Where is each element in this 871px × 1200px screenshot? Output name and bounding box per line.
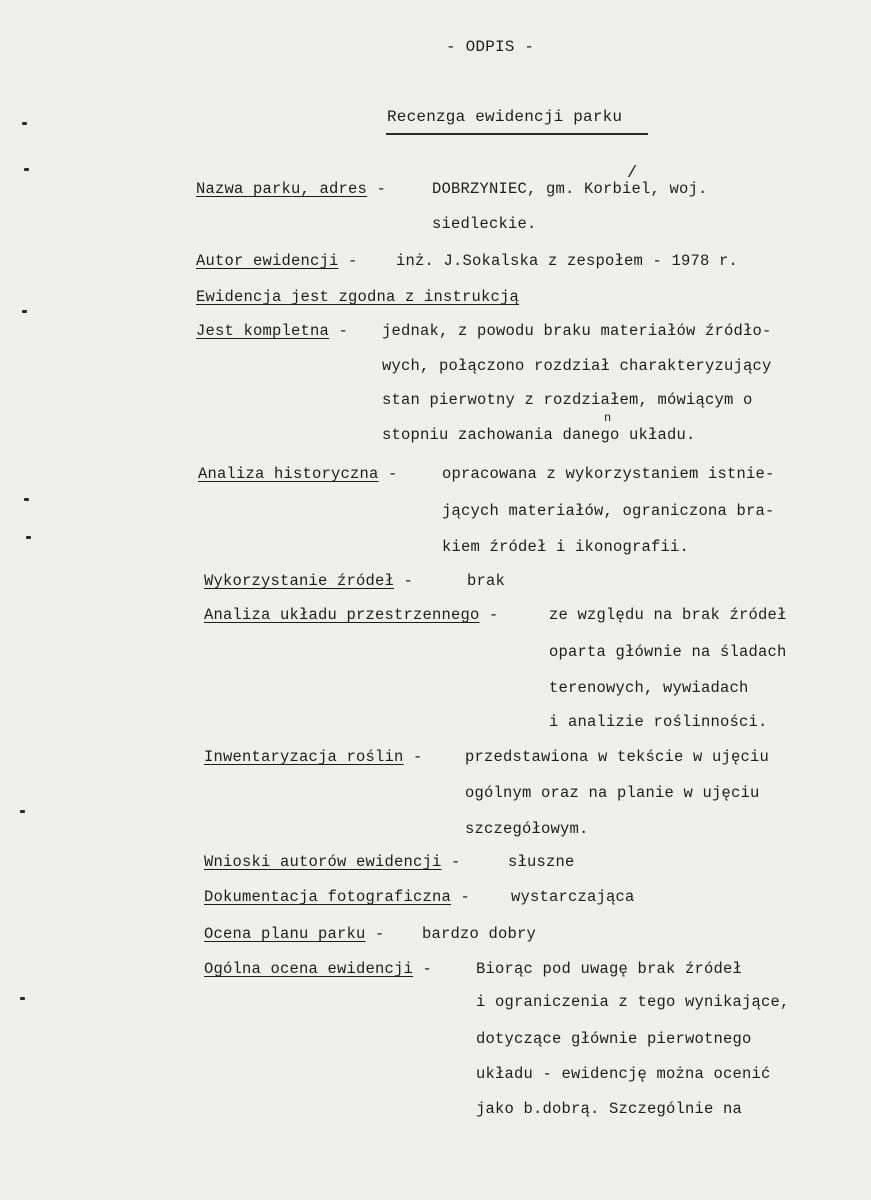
entry-line: bardzo dobry <box>422 925 537 943</box>
entry-label: Ogólna ocena ewidencji <box>204 960 414 978</box>
entry-line: kiem źródeł i ikonografii. <box>442 538 690 556</box>
margin-mark <box>24 498 29 501</box>
entry-line: i analizie roślinności. <box>549 713 768 731</box>
entry-line: jako b.dobrą. Szczególnie na <box>476 1100 743 1118</box>
entry-kompletnosc: Jest kompletna - <box>196 322 349 340</box>
entry-line: układu - ewidencję można ocenić <box>476 1065 771 1083</box>
entry-line: stan pierwotny z rozdziałem, mówiącym o <box>382 391 753 409</box>
entry-line: i ograniczenia z tego wynikające, <box>476 993 790 1011</box>
entry-zrodla: Wykorzystanie źródeł - <box>204 572 414 590</box>
entry-label: Wnioski autorów ewidencji <box>204 853 442 871</box>
entry-ogolna-ocena: Ogólna ocena ewidencji - <box>204 960 433 978</box>
margin-mark <box>20 810 25 813</box>
margin-mark <box>24 168 29 171</box>
entry-wnioski: Wnioski autorów ewidencji - <box>204 853 461 871</box>
entry-ocena-planu: Ocena planu parku - <box>204 925 385 943</box>
entry-autor: Autor ewidencji - <box>196 252 358 270</box>
margin-mark <box>20 997 25 1000</box>
entry-line: jących materiałów, ograniczona bra- <box>442 502 775 520</box>
entry-line: opracowana z wykorzystaniem istnie- <box>442 465 775 483</box>
insert-mark: n <box>604 411 612 425</box>
page-header: - ODPIS - <box>446 38 535 56</box>
entry-nazwa-parku: Nazwa parku, adres - <box>196 180 387 198</box>
entry-line: stopniu zachowania danego układu. <box>382 426 696 444</box>
entry-line: szczegółowym. <box>465 820 589 838</box>
entry-label: Analiza historyczna <box>198 465 379 483</box>
entry-label: Wykorzystanie źródeł <box>204 572 395 590</box>
entry-line: DOBRZYNIEC, gm. Korbiel, woj. <box>432 180 708 198</box>
title-underline <box>386 133 648 135</box>
entry-label: Ocena planu parku <box>204 925 366 943</box>
entry-line: dotyczące głównie pierwotnego <box>476 1030 752 1048</box>
entry-uklad-przestrzenny: Analiza układu przestrzennego - <box>204 606 499 624</box>
entry-line: ze względu na brak źródeł <box>549 606 787 624</box>
entry-line: słuszne <box>508 853 575 871</box>
entry-label: Nazwa parku, adres <box>196 180 368 198</box>
entry-line: inż. J.Sokalska z zespołem - 1978 r. <box>396 252 739 270</box>
entry-line: wystarczająca <box>511 888 635 906</box>
entry-label: Dokumentacja fotograficzna <box>204 888 452 906</box>
entry-line: Biorąc pod uwagę brak źródeł <box>476 960 743 978</box>
entry-label: Ewidencja jest zgodna z instrukcją <box>196 288 520 306</box>
entry-line: jednak, z powodu braku materiałów źródło- <box>382 322 772 340</box>
entry-inwentaryzacja: Inwentaryzacja roślin - <box>204 748 423 766</box>
correction-mark: / <box>627 164 638 183</box>
entry-line: wych, połączono rozdział charakteryzujący <box>382 357 772 375</box>
entry-line: brak <box>467 572 506 590</box>
entry-zgodnosc <box>196 288 519 306</box>
entry-line: ogólnym oraz na planie w ujęciu <box>465 784 760 802</box>
margin-mark <box>22 310 27 313</box>
entry-dokumentacja: Dokumentacja fotograficzna - <box>204 888 471 906</box>
entry-label: Jest kompletna <box>196 322 330 340</box>
entry-line: terenowych, wywiadach <box>549 679 749 697</box>
entry-label: Inwentaryzacja roślin <box>204 748 404 766</box>
entry-line: oparta głównie na śladach <box>549 643 787 661</box>
entry-label: Analiza układu przestrzennego <box>204 606 480 624</box>
entry-analiza-historyczna: Analiza historyczna - <box>198 465 398 483</box>
margin-mark <box>22 122 27 125</box>
entry-line: przedstawiona w tekście w ujęciu <box>465 748 770 766</box>
entry-line: siedleckie. <box>432 215 537 233</box>
entry-label: Autor ewidencji <box>196 252 339 270</box>
margin-mark <box>26 536 31 539</box>
document-title: Recenzga ewidencji parku <box>387 108 623 126</box>
